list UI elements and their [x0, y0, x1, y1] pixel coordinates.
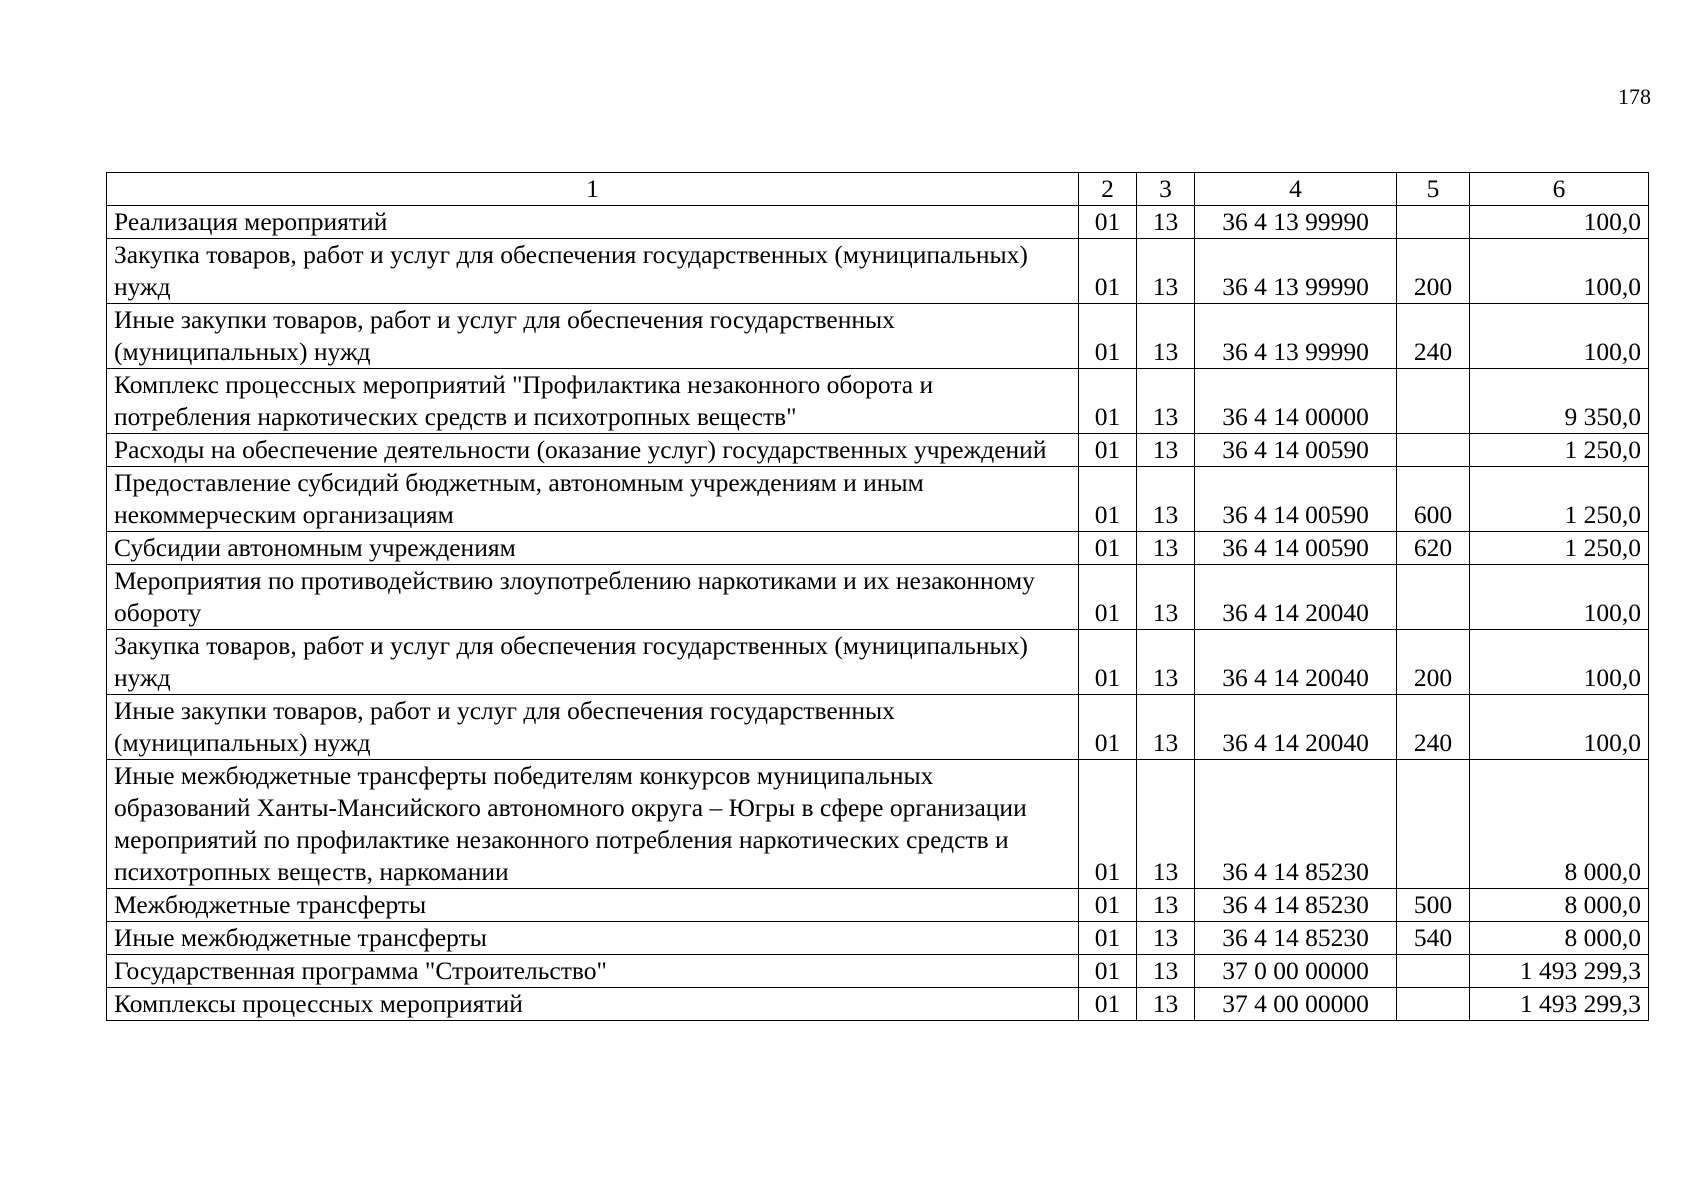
row-name-cell: Реализация мероприятий [107, 206, 1079, 239]
row-section-cell: 01 [1079, 988, 1137, 1021]
row-subsection-cell: 13 [1137, 532, 1195, 565]
table-header-row [107, 173, 1649, 206]
row-subsection-cell: 13 [1137, 239, 1195, 304]
row-expense-type-cell [1397, 206, 1470, 239]
row-subsection-cell: 13 [1137, 988, 1195, 1021]
row-section-cell: 01 [1079, 369, 1137, 434]
row-target-article-cell: 36 4 13 99990 [1195, 239, 1397, 304]
row-target-article-cell: 36 4 13 99990 [1195, 304, 1397, 369]
row-section-cell: 01 [1079, 760, 1137, 889]
row-subsection-cell: 13 [1137, 206, 1195, 239]
row-amount-cell: 1 493 299,3 [1470, 955, 1649, 988]
row-section-cell: 01 [1079, 434, 1137, 467]
row-name-cell: Предоставление субсидий бюджетным, автономным учреждениям и иным некоммерческим организациям [107, 467, 1079, 532]
row-expense-type-cell [1397, 760, 1470, 889]
table-row [107, 695, 1649, 760]
row-target-article-cell: 36 4 14 00590 [1195, 467, 1397, 532]
row-target-article-cell: 36 4 14 85230 [1195, 889, 1397, 922]
row-target-article-cell: 37 4 00 00000 [1195, 988, 1397, 1021]
row-name-cell: Комплексы процессных мероприятий [107, 988, 1079, 1021]
row-section-cell: 01 [1079, 532, 1137, 565]
row-expense-type-cell: 540 [1397, 922, 1470, 955]
table-row [107, 889, 1649, 922]
row-name-cell: Иные межбюджетные трансферты [107, 922, 1079, 955]
row-name-cell: Закупка товаров, работ и услуг для обеспечения государственных (муниципальных) нужд [107, 630, 1079, 695]
row-amount-cell: 1 250,0 [1470, 467, 1649, 532]
row-section-cell: 01 [1079, 239, 1137, 304]
row-section-cell: 01 [1079, 630, 1137, 695]
header-cell-4: 4 [1195, 173, 1397, 206]
row-target-article-cell: 36 4 14 20040 [1195, 630, 1397, 695]
row-section-cell: 01 [1079, 889, 1137, 922]
row-amount-cell: 1 250,0 [1470, 434, 1649, 467]
row-expense-type-cell [1397, 369, 1470, 434]
row-name-cell: Государственная программа "Строительство" [107, 955, 1079, 988]
row-target-article-cell: 36 4 14 00590 [1195, 434, 1397, 467]
row-subsection-cell: 13 [1137, 630, 1195, 695]
header-cell-2: 2 [1079, 173, 1137, 206]
row-amount-cell: 100,0 [1470, 695, 1649, 760]
table-row [107, 434, 1649, 467]
row-subsection-cell: 13 [1137, 304, 1195, 369]
table-row [107, 630, 1649, 695]
row-section-cell: 01 [1079, 695, 1137, 760]
row-name-cell: Межбюджетные трансферты [107, 889, 1079, 922]
row-subsection-cell: 13 [1137, 565, 1195, 630]
row-target-article-cell: 36 4 14 00590 [1195, 532, 1397, 565]
row-target-article-cell: 36 4 14 85230 [1195, 760, 1397, 889]
row-name-cell: Закупка товаров, работ и услуг для обеспечения государственных (муниципальных) нужд [107, 239, 1079, 304]
row-subsection-cell: 13 [1137, 955, 1195, 988]
row-expense-type-cell: 200 [1397, 239, 1470, 304]
row-name-cell: Иные закупки товаров, работ и услуг для обеспечения государственных (муниципальных) нужд [107, 695, 1079, 760]
row-amount-cell: 100,0 [1470, 304, 1649, 369]
row-amount-cell: 100,0 [1470, 206, 1649, 239]
row-amount-cell: 8 000,0 [1470, 922, 1649, 955]
row-subsection-cell: 13 [1137, 434, 1195, 467]
row-name-cell: Мероприятия по противодействию злоупотреблению наркотиками и их незаконному обороту [107, 565, 1079, 630]
row-expense-type-cell [1397, 955, 1470, 988]
table-row [107, 532, 1649, 565]
row-name-cell: Расходы на обеспечение деятельности (оказание услуг) государственных учреждений [107, 434, 1079, 467]
table-row [107, 304, 1649, 369]
row-section-cell: 01 [1079, 565, 1137, 630]
row-amount-cell: 1 250,0 [1470, 532, 1649, 565]
row-section-cell: 01 [1079, 304, 1137, 369]
row-expense-type-cell: 500 [1397, 889, 1470, 922]
table-row [107, 467, 1649, 532]
row-amount-cell: 1 493 299,3 [1470, 988, 1649, 1021]
table-row [107, 369, 1649, 434]
row-expense-type-cell [1397, 988, 1470, 1021]
row-name-cell: Комплекс процессных мероприятий "Профилактика незаконного оборота и потребления наркотических средств и психотропных веществ" [107, 369, 1079, 434]
table-row [107, 565, 1649, 630]
header-cell-6: 6 [1470, 173, 1649, 206]
table-body [107, 173, 1649, 1021]
table-row [107, 206, 1649, 239]
budget-table [106, 172, 1649, 1021]
row-target-article-cell: 37 0 00 00000 [1195, 955, 1397, 988]
row-amount-cell: 8 000,0 [1470, 889, 1649, 922]
header-cell-3: 3 [1137, 173, 1195, 206]
row-expense-type-cell: 240 [1397, 304, 1470, 369]
header-cell-1: 1 [107, 173, 1079, 206]
row-subsection-cell: 13 [1137, 889, 1195, 922]
header-cell-5: 5 [1397, 173, 1470, 206]
table-row [107, 760, 1649, 889]
table-row [107, 922, 1649, 955]
row-target-article-cell: 36 4 13 99990 [1195, 206, 1397, 239]
row-expense-type-cell [1397, 565, 1470, 630]
row-amount-cell: 100,0 [1470, 239, 1649, 304]
row-amount-cell: 9 350,0 [1470, 369, 1649, 434]
row-expense-type-cell: 620 [1397, 532, 1470, 565]
table-row [107, 988, 1649, 1021]
row-section-cell: 01 [1079, 922, 1137, 955]
row-target-article-cell: 36 4 14 20040 [1195, 565, 1397, 630]
row-subsection-cell: 13 [1137, 467, 1195, 532]
row-section-cell: 01 [1079, 467, 1137, 532]
row-subsection-cell: 13 [1137, 695, 1195, 760]
row-subsection-cell: 13 [1137, 369, 1195, 434]
row-amount-cell: 8 000,0 [1470, 760, 1649, 889]
row-name-cell: Субсидии автономным учреждениям [107, 532, 1079, 565]
row-section-cell: 01 [1079, 955, 1137, 988]
row-expense-type-cell: 600 [1397, 467, 1470, 532]
row-amount-cell: 100,0 [1470, 565, 1649, 630]
table-row [107, 955, 1649, 988]
row-amount-cell: 100,0 [1470, 630, 1649, 695]
table-row [107, 239, 1649, 304]
row-expense-type-cell: 200 [1397, 630, 1470, 695]
row-target-article-cell: 36 4 14 00000 [1195, 369, 1397, 434]
row-expense-type-cell: 240 [1397, 695, 1470, 760]
row-subsection-cell: 13 [1137, 922, 1195, 955]
row-target-article-cell: 36 4 14 20040 [1195, 695, 1397, 760]
row-expense-type-cell [1397, 434, 1470, 467]
row-name-cell: Иные межбюджетные трансферты победителям конкурсов муниципальных образований Ханты-Мансийского автономного округа – Югры в сфере организации мероприятий по профилактике незаконного потребления наркотических средств и психотропных веществ, наркомании [107, 760, 1079, 889]
page-number: 178 [1618, 84, 1651, 109]
row-section-cell: 01 [1079, 206, 1137, 239]
row-name-cell: Иные закупки товаров, работ и услуг для обеспечения государственных (муниципальных) нужд [107, 304, 1079, 369]
row-subsection-cell: 13 [1137, 760, 1195, 889]
row-target-article-cell: 36 4 14 85230 [1195, 922, 1397, 955]
